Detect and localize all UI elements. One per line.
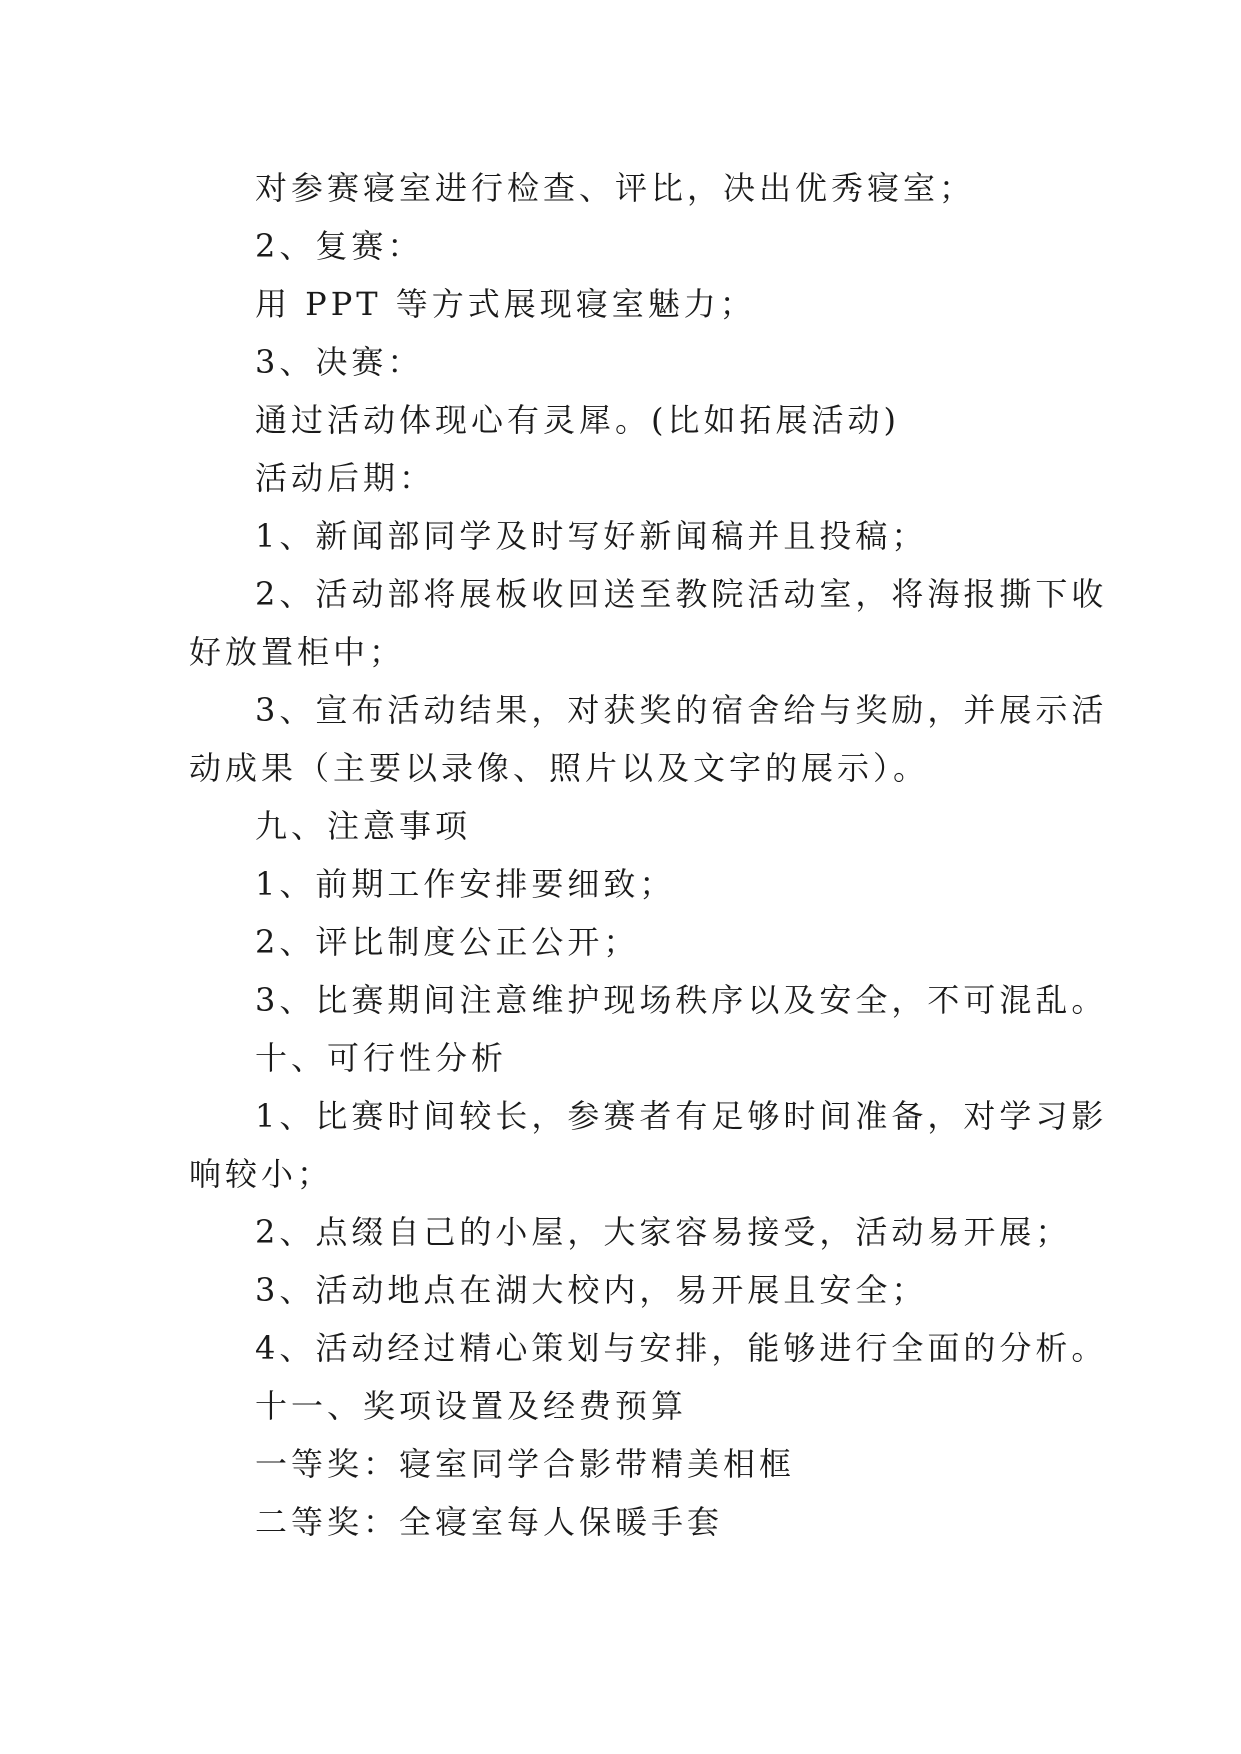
text-line: 1、比赛时间较长，参赛者有足够时间准备，对学习影 <box>255 1097 1108 1135</box>
section-heading: 十一、奖项设置及经费预算 <box>255 1387 688 1425</box>
text-line: 4、活动经过精心策划与安排，能够进行全面的分析。 <box>255 1329 1108 1367</box>
text-line: 3、宣布活动结果，对获奖的宿舍给与奖励，并展示活 <box>255 691 1108 729</box>
text-line: 2、活动部将展板收回送至教院活动室，将海报撕下收 <box>255 575 1108 613</box>
text-line: 2、复赛： <box>255 227 424 265</box>
text-line: 用 PPT 等方式展现寝室魅力； <box>255 285 756 323</box>
text-line: 2、评比制度公正公开； <box>255 923 640 961</box>
text-line: 1、新闻部同学及时写好新闻稿并且投稿； <box>255 517 928 555</box>
text-line: 通过活动体现心有灵犀。(比如拓展活动) <box>255 401 900 439</box>
text-line: 动成果（主要以录像、照片以及文字的展示）。 <box>189 749 930 787</box>
text-line: 3、决赛： <box>255 343 424 381</box>
section-heading: 九、注意事项 <box>255 807 472 845</box>
text-line: 2、点缀自己的小屋，大家容易接受，活动易开展； <box>255 1213 1072 1251</box>
text-line: 二等奖：全寝室每人保暖手套 <box>255 1503 724 1541</box>
text-line: 对参赛寝室进行检查、评比，决出优秀寝室； <box>255 169 976 207</box>
section-heading: 十、可行性分析 <box>255 1039 508 1077</box>
text-line: 活动后期： <box>255 459 436 497</box>
text-line: 响较小； <box>189 1155 334 1193</box>
text-line: 3、比赛期间注意维护现场秩序以及安全，不可混乱。 <box>255 981 1108 1019</box>
text-line: 好放置柜中； <box>189 633 406 671</box>
text-line: 一等奖：寝室同学合影带精美相框 <box>255 1445 796 1483</box>
text-line: 3、活动地点在湖大校内，易开展且安全； <box>255 1271 928 1309</box>
text-line: 1、前期工作安排要细致； <box>255 865 676 903</box>
